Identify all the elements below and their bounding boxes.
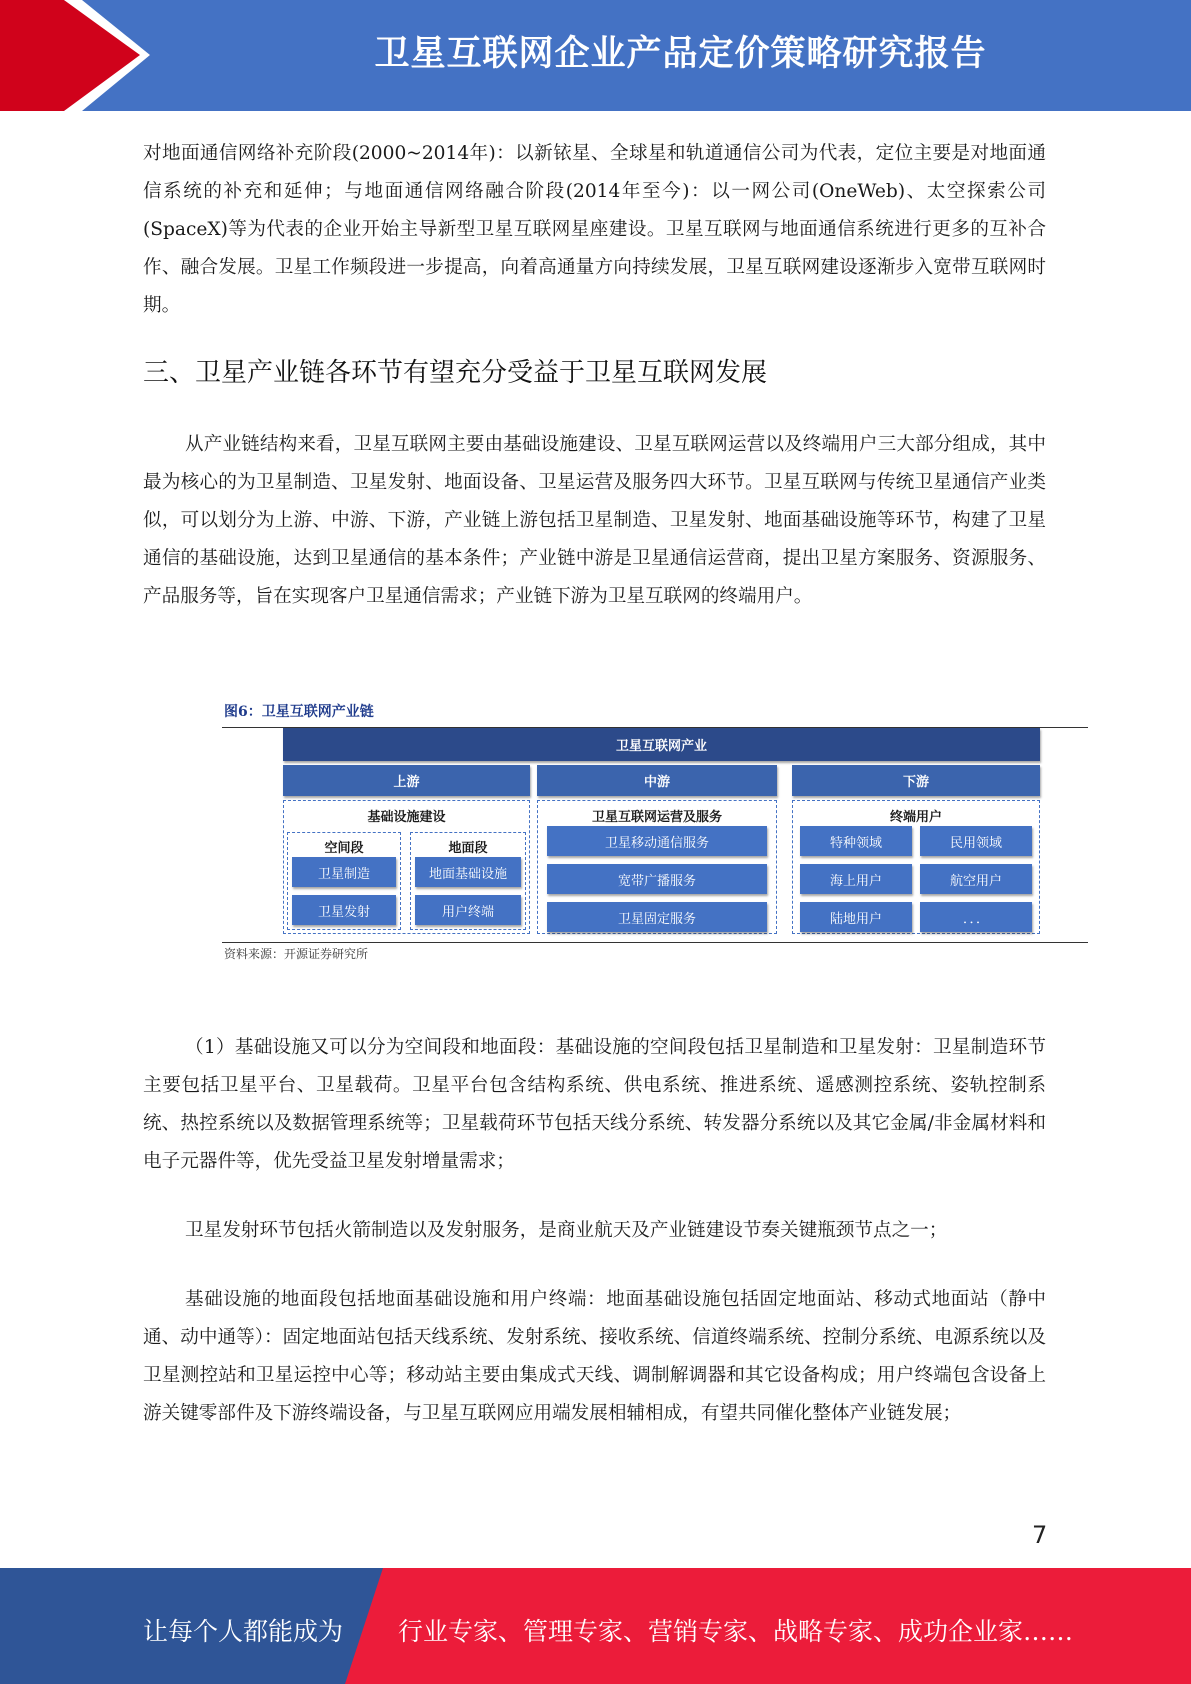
page-footer	[0, 1568, 1191, 1684]
upstream-label: 上游	[283, 765, 530, 796]
box-aviation-users: 航空用户	[920, 864, 1032, 894]
figure-source: 资料来源：开源证券研究所	[224, 947, 369, 961]
diagram-top-label: 卫星互联网产业	[283, 728, 1040, 761]
figure-bottom-rule	[222, 942, 1088, 943]
section-heading: 三、卫星产业链各环节有望充分受益于卫星互联网发展	[143, 358, 768, 388]
downstream-group-label: 终端用户	[889, 810, 942, 825]
paragraph-network-stages: 对地面通信网络补充阶段(2000~2014年)：以新铱星、全球星和轨道通信公司为代表，定位主要是对地面通信系统的补充和延伸；与地面通信网络融合阶段(2014年至今)：以一网公司(OneWeb)、太空探索公司(SpaceX)等为代表的企业开始主导新型卫星互联网星座建设。卫星互联网与地面通信系统进行更多的互补合作、融合发展。卫星工作频段进一步提高，向着高通量方向持续发展，卫星互联网建设逐渐步入宽带互联网时期。	[143, 143, 1046, 316]
page-number: 7	[1032, 1521, 1048, 1549]
page-header	[0, 0, 1191, 111]
footer-slogan-left: 让每个人都能成为	[143, 1617, 344, 1646]
box-special-field: 特种领域	[800, 826, 912, 856]
box-fixed-service: 卫星固定服务	[547, 902, 767, 932]
paragraph-ground-segment: 基础设施的地面段包括地面基础设施和用户终端：地面基础设施包括固定地面站、移动式地面站（静中通、动中通等）：固定地面站包括天线系统、发射系统、接收系统、信道终端系统、控制分系统、电源系统以及卫星测控站和卫星运控中心等；移动站主要由集成式天线、调制解调器和其它设备构成；用户终端包含设备上游关键零部件及下游终端设备，与卫星互联网应用端发展相辅相成，有望共同催化整体产业链发展；	[143, 1289, 1046, 1424]
box-broadband-broadcast: 宽带广播服务	[547, 864, 767, 894]
box-mobile-comm-service: 卫星移动通信服务	[547, 826, 767, 856]
midstream-label: 中游	[537, 765, 777, 796]
box-land-users: 陆地用户	[800, 902, 912, 932]
footer-slogan-right: 行业专家、管理专家、营销专家、战略专家、成功企业家……	[398, 1617, 1074, 1646]
box-ground-infrastructure: 地面基础设施	[415, 857, 521, 887]
downstream-label: 下游	[792, 765, 1040, 796]
box-maritime-users: 海上用户	[800, 864, 912, 894]
paragraph-industry-chain: 从产业链结构来看，卫星互联网主要由基础设施建设、卫星互联网运营以及终端用户三大部分组成，其中最为核心的为卫星制造、卫星发射、地面设备、卫星运营及服务四大环节。卫星互联网与传统卫星通信产业类似，可以划分为上游、中游、下游，产业链上游包括卫星制造、卫星发射、地面基础设施等环节，构建了卫星通信的基础设施，达到卫星通信的基本条件；产业链中游是卫星通信运营商，提出卫星方案服务、资源服务、产品服务等，旨在实现客户卫星通信需求；产业链下游为卫星互联网的终端用户。	[143, 434, 1046, 607]
paragraph-launch: 卫星发射环节包括火箭制造以及发射服务，是商业航天及产业链建设节奏关键瓶颈节点之一；	[185, 1220, 948, 1241]
box-satellite-launch: 卫星发射	[292, 895, 396, 925]
figure-title: 图6：卫星互联网产业链	[224, 704, 374, 720]
box-ellipsis: ．．．	[920, 902, 1032, 932]
space-segment-label: 空间段	[324, 841, 364, 856]
midstream-group-label: 卫星互联网运营及服务	[591, 810, 722, 825]
ground-segment-label: 地面段	[448, 841, 488, 856]
box-satellite-manufacturing: 卫星制造	[292, 857, 396, 887]
box-user-terminal: 用户终端	[415, 895, 521, 925]
header-title: 卫星互联网企业产品定价策略研究报告	[374, 34, 987, 74]
upstream-group-label: 基础设施建设	[367, 810, 446, 825]
box-civil-field: 民用领域	[920, 826, 1032, 856]
paragraph-infrastructure: （1）基础设施又可以分为空间段和地面段：基础设施的空间段包括卫星制造和卫星发射：卫星制造环节主要包括卫星平台、卫星载荷。卫星平台包含结构系统、供电系统、推进系统、遥感测控系统、姿轨控制系统、热控系统以及数据管理系统等；卫星载荷环节包括天线分系统、转发器分系统以及其它金属/非金属材料和电子元器件等，优先受益卫星发射增量需求；	[143, 1037, 1046, 1172]
